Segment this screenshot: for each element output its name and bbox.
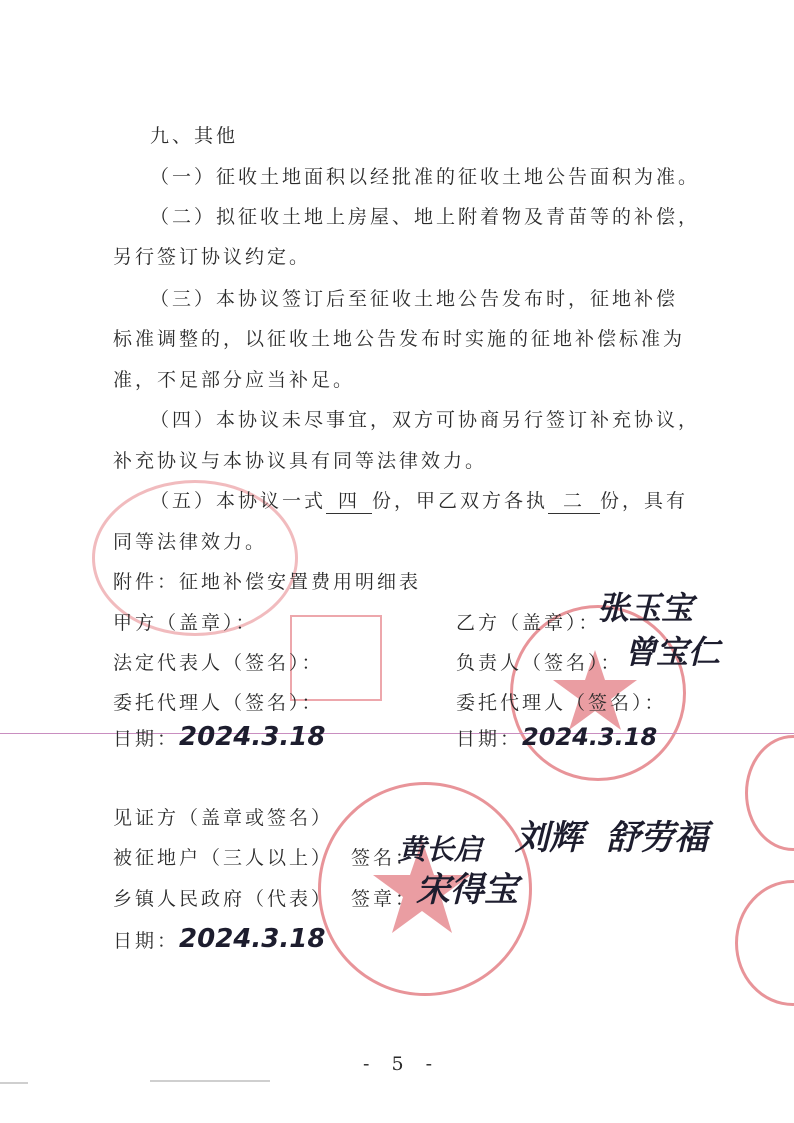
party-a-agent-label: 委托代理人（签名）： (113, 692, 324, 714)
gov-sign-label: 签章： (351, 888, 418, 910)
clause-3-line-1: （三）本协议签订后至征收土地公告发布时，征地补偿 (150, 288, 679, 310)
clause-2-line-1: （二）拟征收土地上房屋、地上附着物及青苗等的补偿， (150, 206, 701, 228)
copies-each: 二 (548, 489, 600, 514)
clause-3-line-3: 准，不足部分应当补足。 (113, 369, 356, 391)
clause-4-line-1: （四）本协议未尽事宜，双方可协商另行签订补充协议， (150, 409, 701, 431)
party-a-seal-label: 甲方（盖章）： (113, 612, 258, 634)
party-b-rep-label: 负责人（签名）： (456, 652, 623, 674)
clause-5-line-1 (150, 489, 688, 514)
party-b-signature-rep: 曾宝仁 (624, 633, 721, 671)
clause-4-line-2: 补充协议与本协议具有同等法律效力。 (113, 450, 488, 472)
party-b-signature-top: 张玉宝 (597, 589, 694, 627)
attachment-note: 附件：征地补偿安置费用明细表 (113, 571, 422, 593)
party-b-date (456, 725, 657, 751)
clause-5-mid: 份，甲乙双方各执 (372, 490, 549, 512)
section-title: 九、其他 (150, 125, 239, 147)
witness-title: 见证方（盖章或签名） (113, 807, 334, 829)
clause-1: （一）征收土地面积以经批准的征收土地公告面积为准。 (150, 166, 701, 188)
partial-stamp-right-top (745, 735, 794, 851)
witness-date (113, 924, 326, 954)
clause-2-line-2: 另行签订协议约定。 (113, 246, 312, 268)
gov-label: 乡镇人民政府（代表） (113, 888, 334, 910)
landowner-label: 被征地户（三人以上） (113, 847, 334, 869)
gov-signature: 宋得宝 (416, 870, 518, 910)
witness-date-value: 2024.3.18 (179, 924, 326, 954)
party-b-agent-label: 委托代理人（签名）： (456, 692, 667, 714)
witness-date-label: 日期： (113, 930, 180, 952)
landowner-row (113, 846, 417, 870)
landowner-sign-label: 签名： (351, 847, 418, 869)
copy-count: 四 (326, 489, 372, 514)
landowner-signature-2: 刘辉 (515, 818, 583, 858)
clause-5-prefix: （五）本协议一式 (150, 490, 327, 512)
partial-stamp-right-bottom (735, 880, 794, 1006)
landowner-signature-1: 黄长启 (398, 833, 483, 866)
clause-3-line-2: 标准调整的，以征收土地公告发布时实施的征地补偿标准为 (113, 328, 686, 350)
party-a-date (113, 722, 326, 752)
party-b-seal-label: 乙方（盖章）： (456, 612, 601, 634)
landowner-signature-3: 舒劳福 (606, 818, 708, 858)
page-number: - 5 - (363, 1053, 441, 1075)
party-a-rep-label: 法定代表人（签名）： (113, 652, 324, 674)
scan-artifact-line-left (0, 1082, 28, 1084)
party-a-date-label: 日期： (113, 728, 180, 750)
party-a-date-value: 2024.3.18 (179, 722, 326, 752)
clause-5-line-2: 同等法律效力。 (113, 531, 268, 553)
party-b-date-value: 2024.3.18 (522, 723, 658, 751)
scan-artifact-line (150, 1080, 270, 1082)
party-b-date-label: 日期： (456, 728, 523, 750)
gov-row (113, 887, 417, 911)
clause-5-suffix: 份，具有 (600, 490, 689, 512)
